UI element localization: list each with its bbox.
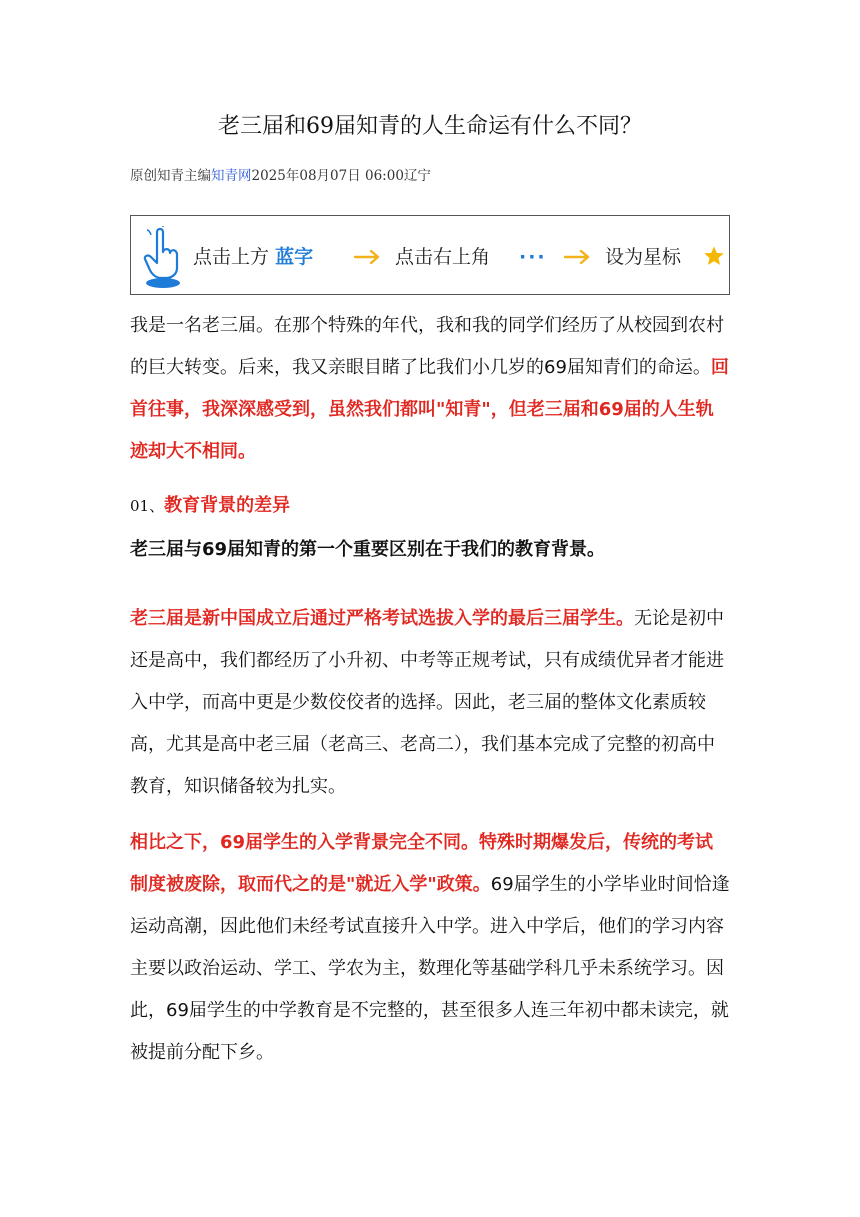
laosanjie-text: 无论是初中还是高中，我们都经历了小升初、中考等正规考试，只有成绩优异者才能进入中学，而高中更是少数佼佼者的选择。因此，老三届的整体文化素质较高，尤其是高中老三届（老高三、老高二），我们基本完成了完整的初高中教育，知识储备较为扎实。 <box>130 608 724 797</box>
meta-author: 原创知青主编 <box>130 168 211 184</box>
follow-banner[interactable] <box>130 215 730 295</box>
section-title: 教育背景的差异 <box>164 495 291 516</box>
intro-text: 我是一名老三届。在那个特殊的年代，我和我的同学们经历了从校园到农村的巨大转变。后来，我又亲眼目睹了比我们小几岁的69届知青们的命运。 <box>130 315 724 378</box>
meta-source-link[interactable]: 知青网 <box>211 168 252 184</box>
meta-location: 辽宁 <box>403 168 431 184</box>
69jie-text: 69届学生的小学毕业时间恰逢运动高潮，因此他们未经考试直接升入中学。进入中学后，他们的学习内容主要以政治运动、学工、学农为主，数理化等基础学科几乎未系统学习。因此，69届学生的中学教育是不完整的，甚至很多人连三年初中都未读完，就被提前分配下乡。 <box>130 874 730 1063</box>
article-title: 老三届和69届知青的人生命运有什么不同？ <box>218 114 642 139</box>
meta-datetime: 2025年08月07日 06:00 <box>251 168 404 184</box>
paragraph-laosanjie <box>130 598 730 808</box>
banner-step2: 点击右上角 <box>395 246 491 268</box>
69jie-highlight: 相比之下，69届学生的入学背景完全不同。特殊时期爆发后，传统的考试制度被废除，取而代之的是"就近入学"政策。 <box>130 832 714 895</box>
section-heading <box>130 485 730 527</box>
hand-pointer-icon <box>143 226 183 290</box>
banner-blue-word: 蓝字 <box>275 246 314 268</box>
section-number: 01、 <box>130 497 165 515</box>
star-icon <box>703 245 725 267</box>
banner-step3: 设为星标 <box>605 246 682 268</box>
paragraph-69jie <box>130 822 730 1074</box>
paragraph-lead: 老三届与69届知青的第一个重要区别在于我们的教育背景。 <box>130 539 606 560</box>
more-dots-icon: ··· <box>519 246 547 268</box>
arrow-right-icon <box>563 250 591 264</box>
banner-step1: 点击上方 蓝字 <box>193 246 314 268</box>
laosanjie-highlight: 老三届是新中国成立后通过严格考试选拔入学的最后三届学生。 <box>130 608 634 629</box>
paragraph-intro <box>130 305 730 473</box>
intro-highlight: 回首往事，我深深感受到，虽然我们都叫"知青"，但老三届和69届的人生轨迹却大不相同。 <box>130 357 729 462</box>
article-meta <box>130 166 431 186</box>
arrow-right-icon <box>353 250 381 264</box>
